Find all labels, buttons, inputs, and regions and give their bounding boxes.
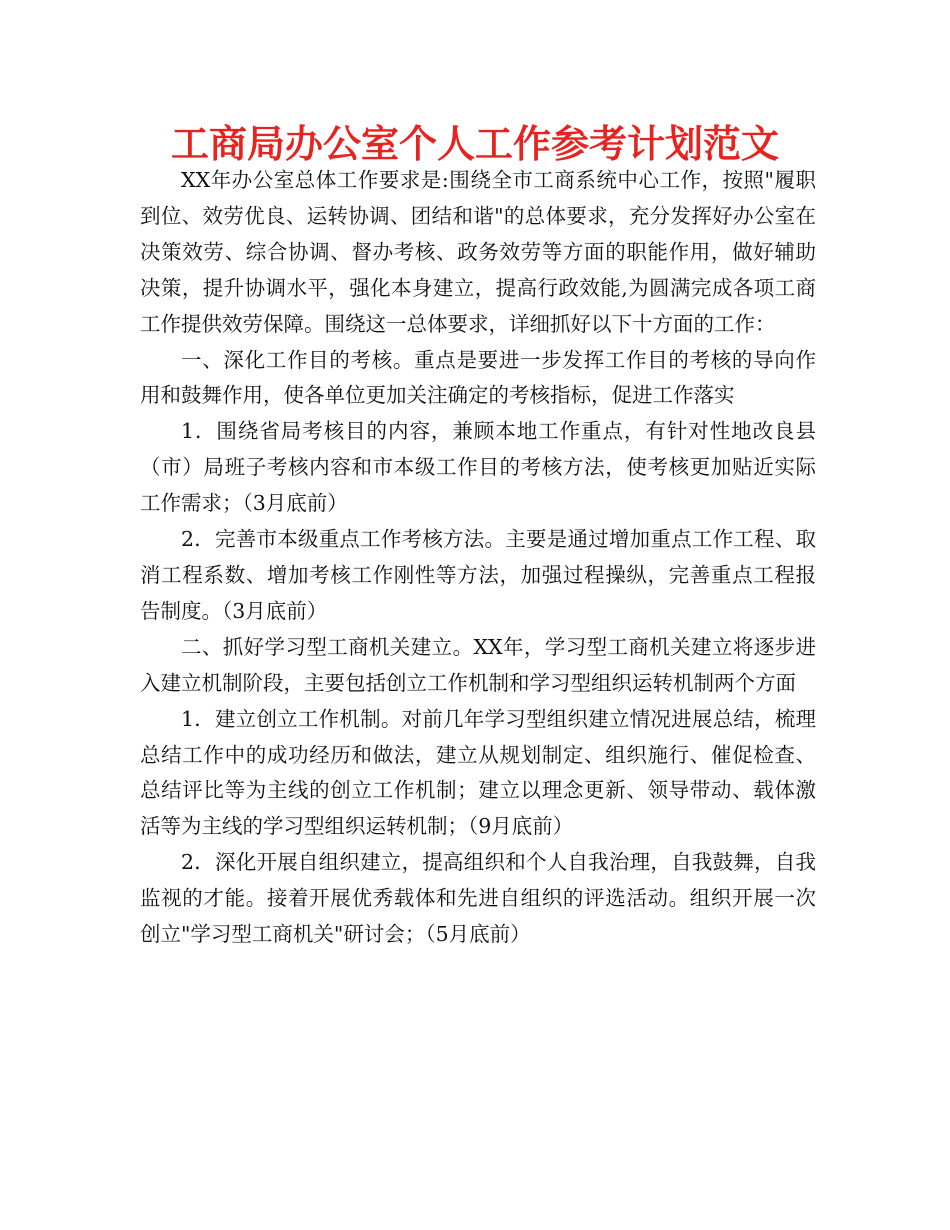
paragraph-section-1-item-1: 1．围绕省局考核目的内容，兼顾本地工作重点，有针对性地改良县（市）局班子考核内容和市本级工作目的考核方法，使考核更加贴近实际工作需求；（3月底前） [140,419,816,516]
paragraph-section-1: 一、深化工作目的考核。重点是要进一步发挥工作目的考核的导向作用和鼓舞作用，使各单位更加关注确定的考核指标，促进工作落实 [140,347,816,408]
paragraph-section-1-item-2: 2．完善市本级重点工作考核方法。主要是通过增加重点工作工程、取消工程系数、增加考核工作刚性等方法，加强过程操纵，完善重点工程报告制度。（3月底前） [140,527,816,623]
paragraph-section-2-item-1: 1．建立创立工作机制。对前几年学习型组织建立情况进展总结，梳理总结工作中的成功经历和做法，建立从规划制定、组织施行、催促检查、总结评比等为主线的创立工作机制；建立以理念更新、领导带动、载体激活等为主线的学习型组织运转机制；（9月底前） [140,706,816,839]
document-title: 工商局办公室个人工作参考计划范文 [170,122,779,166]
paragraph-intro: XX年办公室总体工作要求是:围绕全市工商系统中心工作，按照"履职到位、效劳优良、运转协调、团结和谐"的总体要求，充分发挥好办公室在决策效劳、综合协调、督办考核、政务效劳等方面的职能作用，做好辅助决策，提升协调水平，强化本身建立，提高行政效能,为圆满完成各项工商工作提供效劳保障。围绕这一总体要求，详细抓好以下十方面的工作： [140,168,816,336]
paragraph-section-2: 二、抓好学习型工商机关建立。XX年，学习型工商机关建立将逐步进入建立机制阶段，主要包括创立工作机制和学习型组织运转机制两个方面 [140,634,816,695]
document-body [140,163,816,953]
paragraph-section-2-item-2: 2．深化开展自组织建立，提高组织和个人自我治理，自我鼓舞，自我监视的才能。接着开展优秀载体和先进自组织的评选活动。组织开展一次创立"学习型工商机关"研讨会；（5月底前） [140,850,816,947]
